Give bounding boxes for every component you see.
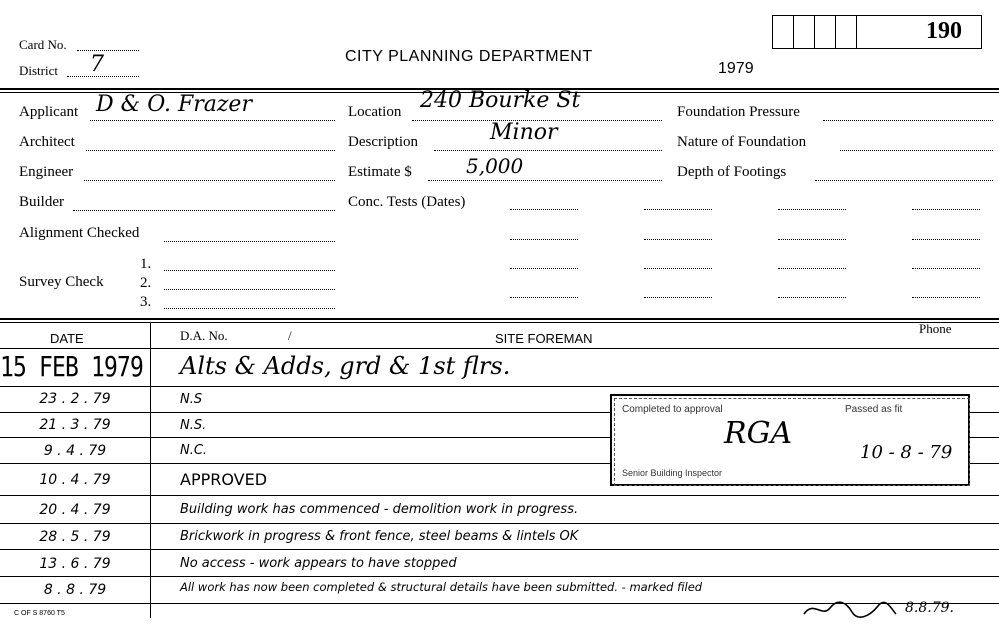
conc-line <box>778 268 846 269</box>
log-row-1-date: 23 . 2 . 79 <box>39 391 111 407</box>
builder-label: Builder <box>19 194 64 210</box>
conc-line <box>778 297 846 298</box>
department-title: CITY PLANNING DEPARTMENT <box>345 48 593 65</box>
phone-header: Phone <box>919 321 952 336</box>
stamp-initials: RGA <box>724 416 793 451</box>
applicant-line <box>90 120 335 121</box>
location-value: 240 Bourke St <box>420 88 581 113</box>
row-rule <box>0 386 999 387</box>
conc-line <box>644 209 712 210</box>
date-header: DATE <box>50 331 84 346</box>
survey-line-3 <box>164 308 335 309</box>
log-row-7-date: 13 . 6 . 79 <box>39 556 111 572</box>
conc-line <box>510 239 578 240</box>
conc-line <box>912 239 980 240</box>
da-no-header: D.A. No. <box>180 328 228 343</box>
conc-line <box>644 297 712 298</box>
log-row-0-date: 15 FEB 1979 <box>0 350 144 383</box>
log-row-5-date: 20 . 4 . 79 <box>39 502 111 518</box>
architect-line <box>86 150 335 151</box>
log-row-3-date: 9 . 4 . 79 <box>43 443 107 459</box>
conc-line <box>510 268 578 269</box>
log-row-2-text: N.S. <box>180 418 207 433</box>
alignment-label: Alignment Checked <box>19 225 140 241</box>
estimate-label: Estimate $ <box>348 164 412 180</box>
survey-2: 2. <box>140 275 152 291</box>
row-rule <box>0 495 999 496</box>
log-row-8-text: All work has now been completed & structural details have been submitted. - marked filed <box>180 580 703 594</box>
survey-3: 3. <box>140 294 152 310</box>
conc-line <box>644 268 712 269</box>
stamp-passed-label: Passed as fit <box>845 404 903 415</box>
conc-line <box>912 268 980 269</box>
description-line <box>434 150 662 151</box>
card-no-line <box>77 50 139 51</box>
conc-line <box>644 239 712 240</box>
survey-1: 1. <box>140 256 152 272</box>
foundation-pressure-line <box>823 120 993 121</box>
log-row-7-text: No access - work appears to have stopped <box>180 556 457 571</box>
stamp-date: 10 - 8 - 79 <box>860 442 953 463</box>
engineer-line <box>84 180 335 181</box>
nature-of-foundation-line <box>840 150 993 151</box>
survey-line-2 <box>164 289 335 290</box>
survey-label: Survey Check <box>19 274 104 290</box>
architect-label: Architect <box>19 134 75 150</box>
depth-of-footings-label: Depth of Footings <box>677 164 787 180</box>
nature-of-foundation-label: Nature of Foundation <box>677 134 807 150</box>
log-row-2-date: 21 . 3 . 79 <box>39 417 111 433</box>
card-no-label: Card No. <box>19 37 67 52</box>
log-row-6-text: Brickwork in progress & front fence, steel beams & lintels OK <box>180 529 579 544</box>
card-number-box-1 <box>772 15 794 49</box>
card-number-box <box>856 15 982 49</box>
description-value: Minor <box>490 120 558 145</box>
location-label: Location <box>348 104 402 120</box>
card-number-box-3 <box>814 15 836 49</box>
signature <box>800 596 900 622</box>
card-number: 190 <box>926 18 962 44</box>
log-rule-top <box>0 318 999 320</box>
da-no-slash: / <box>288 328 292 343</box>
log-row-3-text: N.C. <box>180 443 208 458</box>
inspection-stamp <box>610 394 970 486</box>
estimate-value: 5,000 <box>466 154 524 178</box>
log-row-5-text: Building work has commenced - demolition work in progress. <box>180 502 579 517</box>
engineer-label: Engineer <box>19 164 74 180</box>
log-row-4-text: APPROVED <box>180 470 268 489</box>
card-number-box-2 <box>793 15 815 49</box>
builder-line <box>73 210 335 211</box>
applicant-value: D & O. Frazer <box>96 92 252 117</box>
survey-line-1 <box>164 270 335 271</box>
signature-date: 8.8.79. <box>905 600 954 616</box>
alignment-line <box>164 241 335 242</box>
log-row-1-text: N.S <box>180 392 203 407</box>
date-column-divider <box>150 322 151 618</box>
conc-line <box>510 297 578 298</box>
row-rule <box>0 576 999 577</box>
conc-line <box>912 297 980 298</box>
conc-line <box>510 209 578 210</box>
foundation-pressure-label: Foundation Pressure <box>677 104 800 120</box>
log-row-0-text: Alts & Adds, grd & 1st flrs. <box>180 352 511 380</box>
conc-tests-label: Conc. Tests (Dates) <box>348 194 466 210</box>
log-row-6-date: 28 . 5 . 79 <box>39 529 111 545</box>
conc-line <box>912 209 980 210</box>
row-rule <box>0 549 999 550</box>
form-code: C OF S 8760 T5 <box>14 610 65 617</box>
site-foreman-header: SITE FOREMAN <box>495 331 593 346</box>
year: 1979 <box>718 60 754 77</box>
stamp-inspector-label: Senior Building Inspector <box>622 468 723 478</box>
log-row-4-date: 10 . 4 . 79 <box>39 472 111 488</box>
district-label: District <box>19 63 58 78</box>
district-value: 7 <box>90 52 104 77</box>
description-label: Description <box>348 134 418 150</box>
applicant-label: Applicant <box>19 104 79 120</box>
conc-line <box>778 239 846 240</box>
depth-of-footings-line <box>815 180 993 181</box>
conc-line <box>778 209 846 210</box>
stamp-completed-label: Completed to approval <box>622 404 723 415</box>
card-number-box-4 <box>835 15 857 49</box>
row-rule <box>0 523 999 524</box>
log-row-8-date: 8 . 8 . 79 <box>43 582 107 598</box>
estimate-line <box>428 180 662 181</box>
